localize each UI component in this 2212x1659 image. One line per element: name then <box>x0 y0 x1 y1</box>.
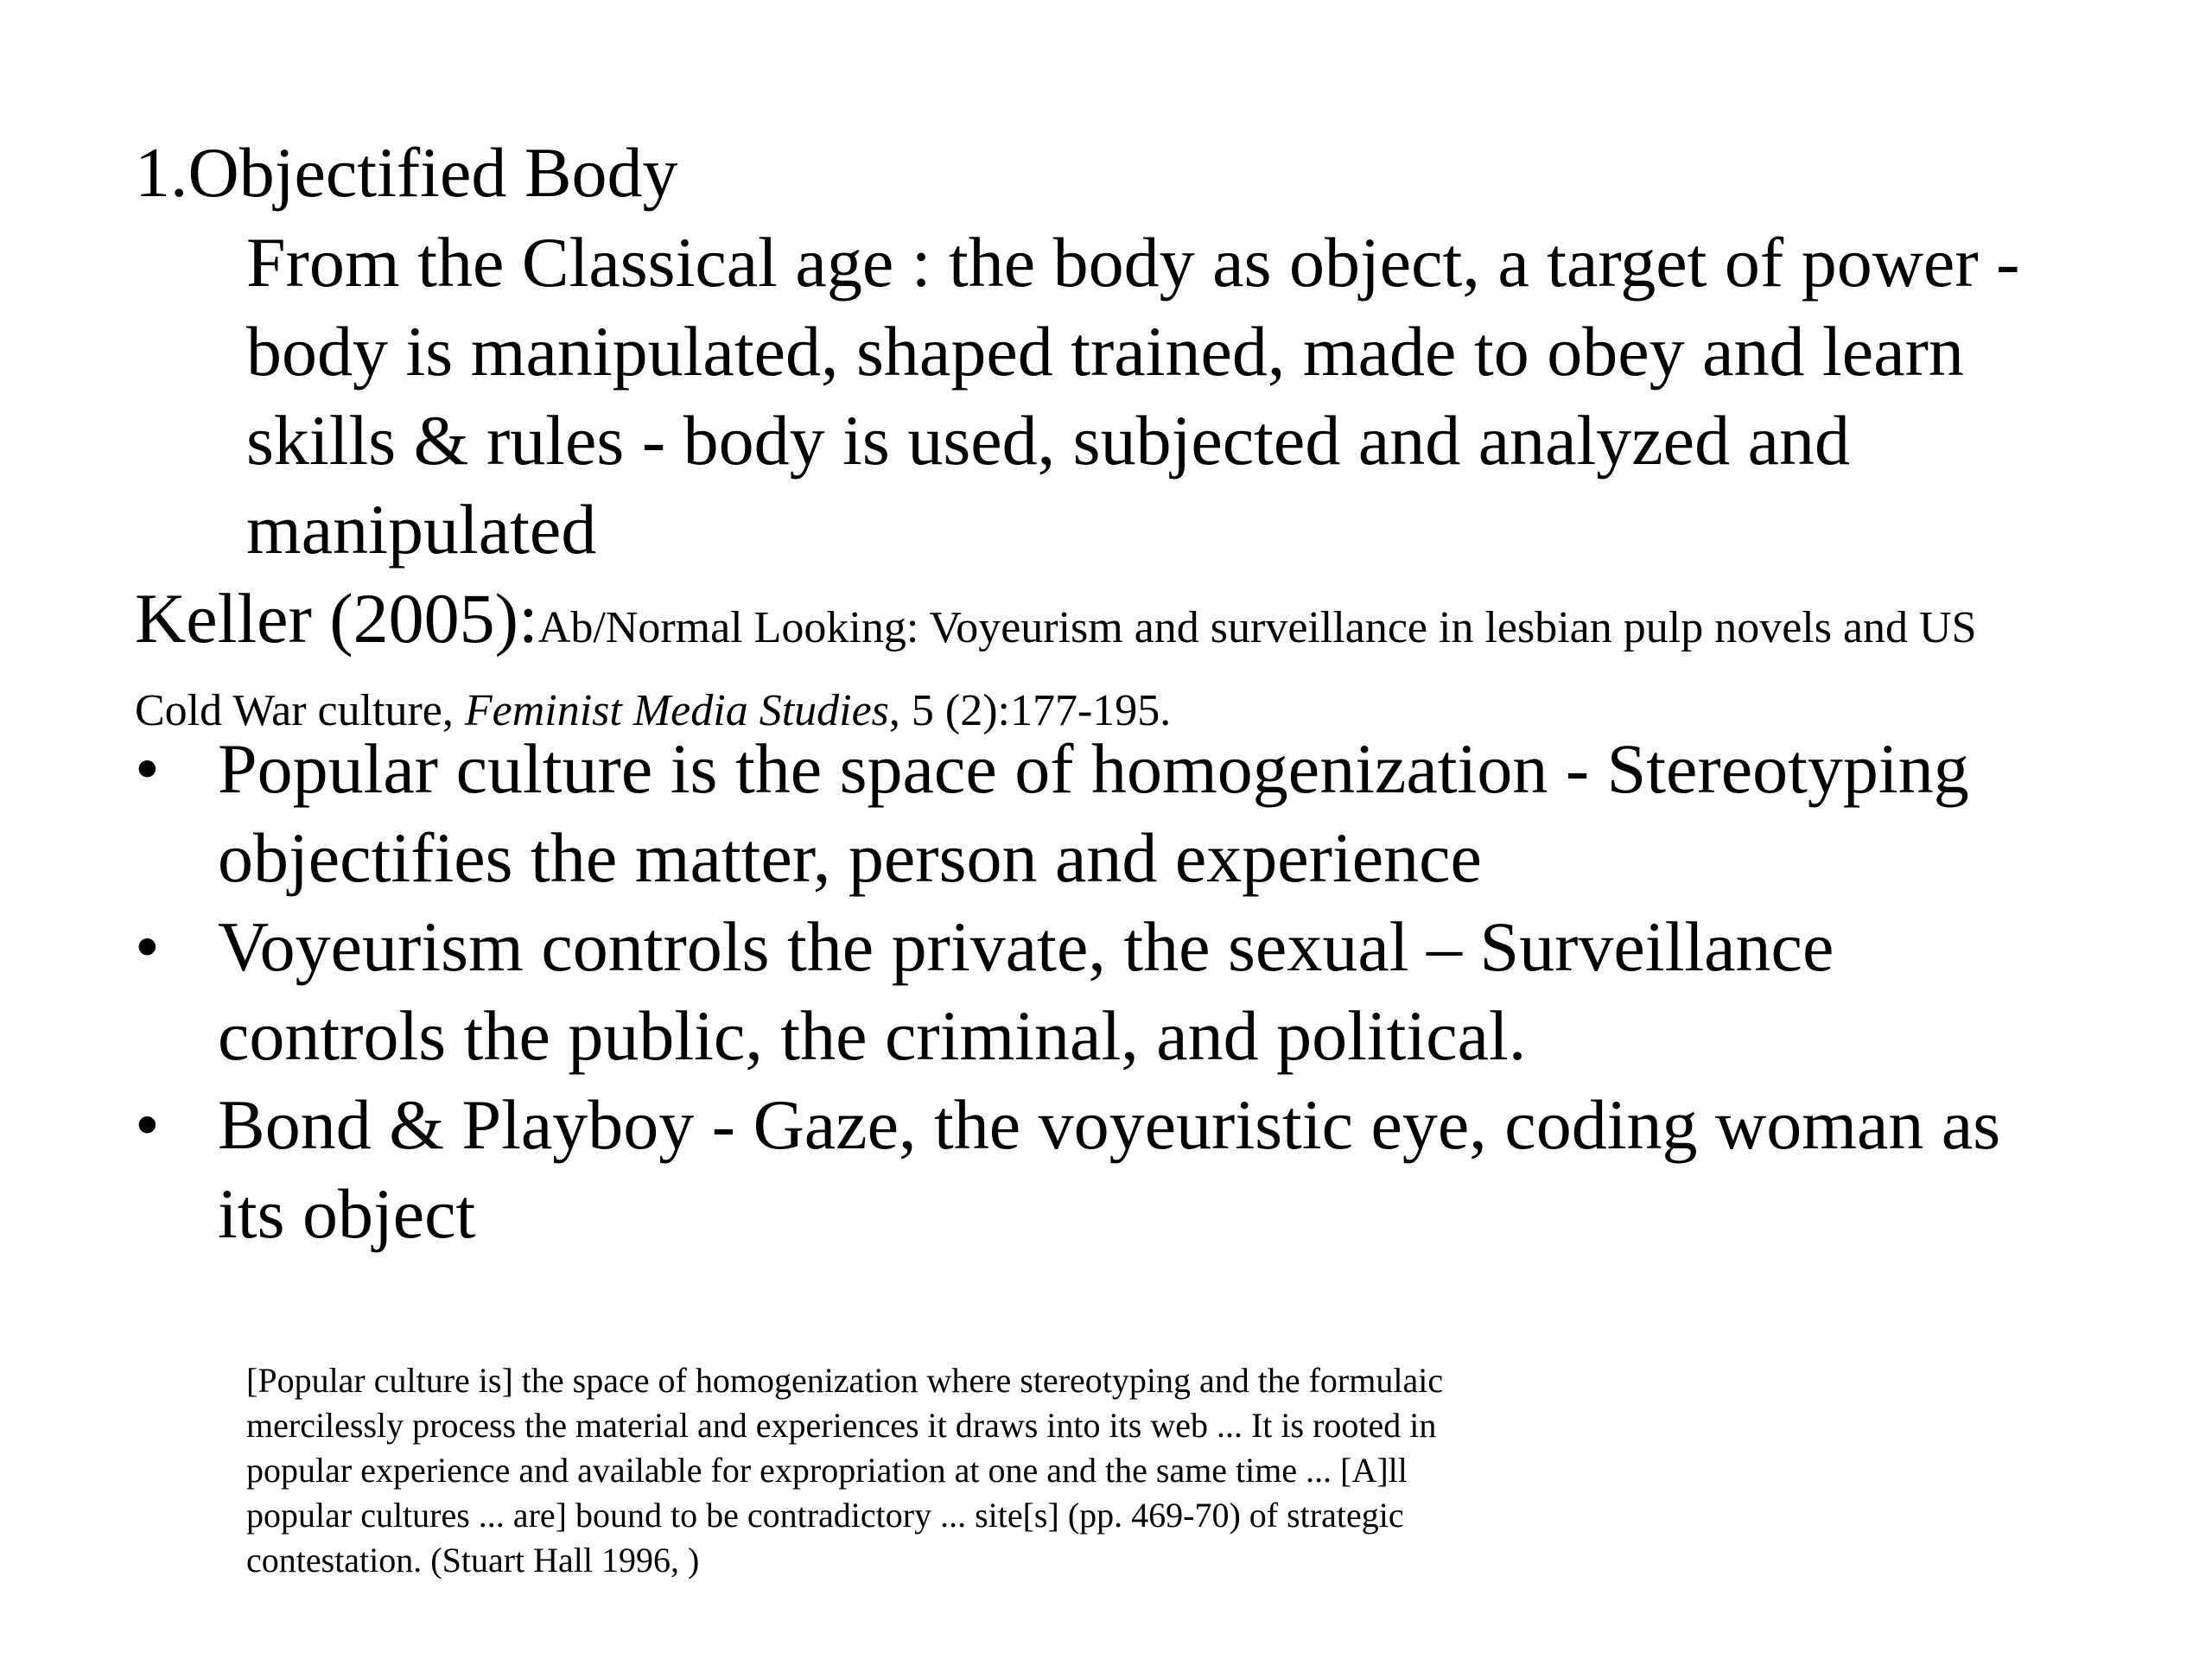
citation-title-end: Cold War culture, <box>135 686 465 735</box>
section-heading: 1.Objectified Body <box>135 133 678 212</box>
quote-line: popular experience and available for expropriation at one and the same time ... [A]ll <box>246 1451 1408 1490</box>
quote-line: popular cultures ... are] bound to be contradictory ... site[s] (pp. 469-70) of strategic <box>246 1496 1404 1535</box>
citation-title: Ab/Normal Looking: Voyeurism and surveillance in lesbian pulp novels and US <box>537 603 1977 652</box>
bullet-line: controls the public, the criminal, and political. <box>218 996 1527 1075</box>
bullet-line: its object <box>218 1174 476 1253</box>
bullet-list <box>135 724 2157 1258</box>
bullet-marker: • <box>135 729 160 808</box>
bullet-marker: • <box>135 907 160 986</box>
quote-line: [Popular culture is] the space of homogenization where stereotyping and the formulaic <box>246 1361 1444 1400</box>
citation-journal: Feminist Media Studies <box>464 686 889 735</box>
bullet-line: objectifies the matter, person and experience <box>218 818 1482 897</box>
description-line: skills & rules - body is used, subjected and analyzed and <box>246 401 1850 480</box>
bullet-item <box>135 724 2157 902</box>
description-line: From the Classical age : the body as object, a target of power - <box>246 223 2020 302</box>
description-line: body is manipulated, shaped trained, made to obey and learn <box>246 312 1964 391</box>
quote-line: contestation. (Stuart Hall 1996, ) <box>246 1541 700 1580</box>
bullet-line: Voyeurism controls the private, the sexual – Surveillance <box>218 907 1834 986</box>
bullet-line: Bond & Playboy - Gaze, the voyeuristic eye, coding woman as <box>218 1085 2001 1164</box>
bullet-item <box>135 902 2157 1080</box>
citation-volume: , 5 (2):177-195. <box>888 686 1172 735</box>
bullet-marker: • <box>135 1085 160 1164</box>
citation-author: Keller (2005): <box>135 579 538 658</box>
quotation <box>246 1358 1629 1583</box>
citation-line <box>135 574 2148 683</box>
bullet-item <box>135 1080 2157 1258</box>
quote-line: mercilessly process the material and experiences it draws into its web ... It is rooted in <box>246 1406 1437 1445</box>
bullet-line: Popular culture is the space of homogenization - Stereotyping <box>218 729 1969 808</box>
description-line: manipulated <box>246 490 597 569</box>
citation <box>135 574 2148 739</box>
section-description <box>246 218 2182 574</box>
